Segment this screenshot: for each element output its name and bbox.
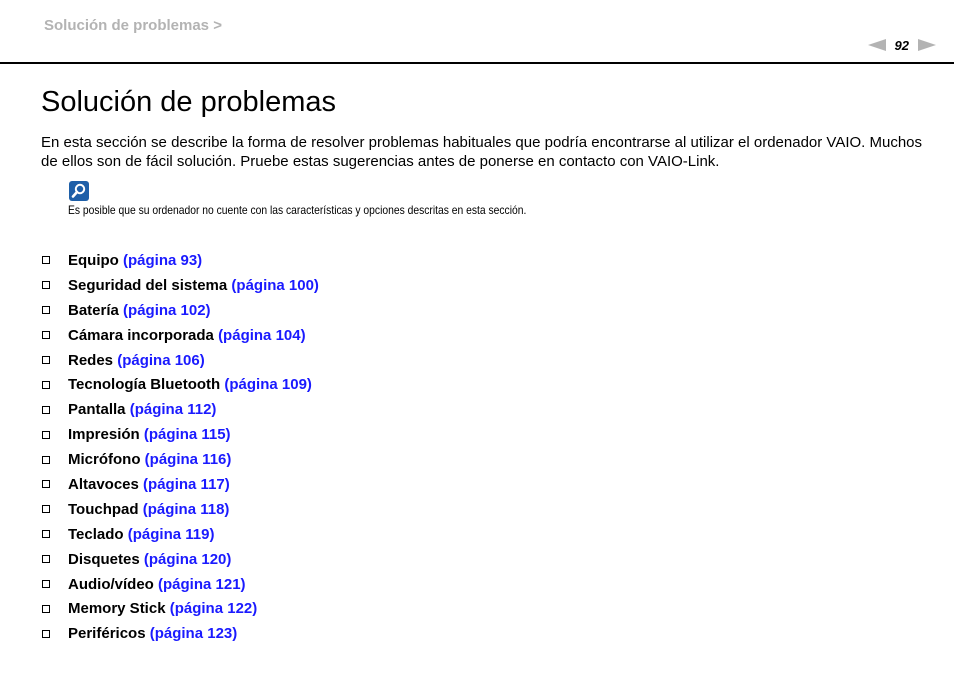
page-link[interactable]: (página 118) [142,500,230,518]
page-link[interactable]: (página 121) [158,575,246,593]
list-item [41,372,319,397]
page-link[interactable]: (página 122) [169,600,258,618]
page-link[interactable]: (página 106) [117,351,205,369]
topic-label: Audio/vídeo [68,575,154,593]
topic-label: Memory Stick [68,600,166,618]
list-item [41,596,319,621]
checkbox-bullet-icon [42,505,50,513]
list-item [41,621,319,646]
checkbox-bullet-icon [42,630,50,638]
page-link[interactable]: (página 102) [123,301,211,319]
page-link[interactable]: (página 123) [149,625,238,643]
previous-page-arrow-icon[interactable] [868,39,886,51]
topic-label: Cámara incorporada [68,326,214,344]
page-navigation [868,37,936,53]
list-item [41,348,319,373]
list-item [41,298,319,323]
page-link[interactable]: (página 120) [143,550,232,568]
page-link[interactable]: (página 117) [143,475,230,493]
list-item [41,447,319,472]
list-item [41,522,319,547]
list-item [41,547,319,572]
topic-label: Tecnología Bluetooth [68,376,221,394]
list-item [41,572,319,597]
page-number: 92 [894,37,909,53]
magnifier-icon [69,181,89,201]
note-text: Es posible que su ordenador no cuente con las características y opciones descritas en esta sección. [68,203,527,217]
checkbox-bullet-icon [42,431,50,439]
list-item [41,497,319,522]
topic-label: Equipo [68,251,119,269]
page-link[interactable]: (página 93) [123,251,203,269]
checkbox-bullet-icon [42,381,50,389]
list-item [41,248,319,273]
topic-label: Impresión [68,426,140,444]
page-link[interactable]: (página 100) [231,276,319,294]
checkbox-bullet-icon [42,306,50,314]
breadcrumb[interactable]: Solución de problemas > [44,17,222,34]
checkbox-bullet-icon [42,256,50,264]
topic-label: Redes [68,351,114,369]
topic-label: Pantalla [68,401,126,419]
checkbox-bullet-icon [42,406,50,414]
topic-label: Altavoces [68,475,139,493]
topic-label: Periféricos [68,625,146,643]
page-link[interactable]: (página 115) [143,426,231,444]
checkbox-bullet-icon [42,331,50,339]
checkbox-bullet-icon [42,580,50,588]
header-divider [0,62,954,64]
topic-label: Disquetes [68,550,140,568]
checkbox-bullet-icon [42,555,50,563]
checkbox-bullet-icon [42,356,50,364]
topic-list [41,248,319,646]
page-link[interactable]: (página 119) [127,525,215,543]
page-link[interactable]: (página 116) [144,451,232,469]
list-item [41,472,319,497]
topic-label: Batería [68,301,119,319]
next-page-arrow-icon[interactable] [918,39,936,51]
topic-label: Micrófono [68,451,141,469]
topic-label: Touchpad [68,500,139,518]
checkbox-bullet-icon [42,530,50,538]
topic-label: Teclado [68,525,124,543]
page-title: Solución de problemas [41,86,337,118]
checkbox-bullet-icon [42,281,50,289]
checkbox-bullet-icon [42,480,50,488]
list-item [41,397,319,422]
list-item [41,273,319,298]
topic-label: Seguridad del sistema [68,276,228,294]
page-link[interactable]: (página 109) [224,376,312,394]
checkbox-bullet-icon [42,605,50,613]
list-item [41,422,319,447]
list-item [41,323,319,348]
page-link[interactable]: (página 104) [218,326,306,344]
page-link[interactable]: (página 112) [129,401,217,419]
intro-paragraph: En esta sección se describe la forma de resolver problemas habituales que podría encontrarse al utilizar el ordenador VAIO. Muchos de ellos son de fácil solución. Pruebe estas sugerencias antes de ponerse en contacto con VAIO-Link. [41,134,923,170]
checkbox-bullet-icon [42,456,50,464]
